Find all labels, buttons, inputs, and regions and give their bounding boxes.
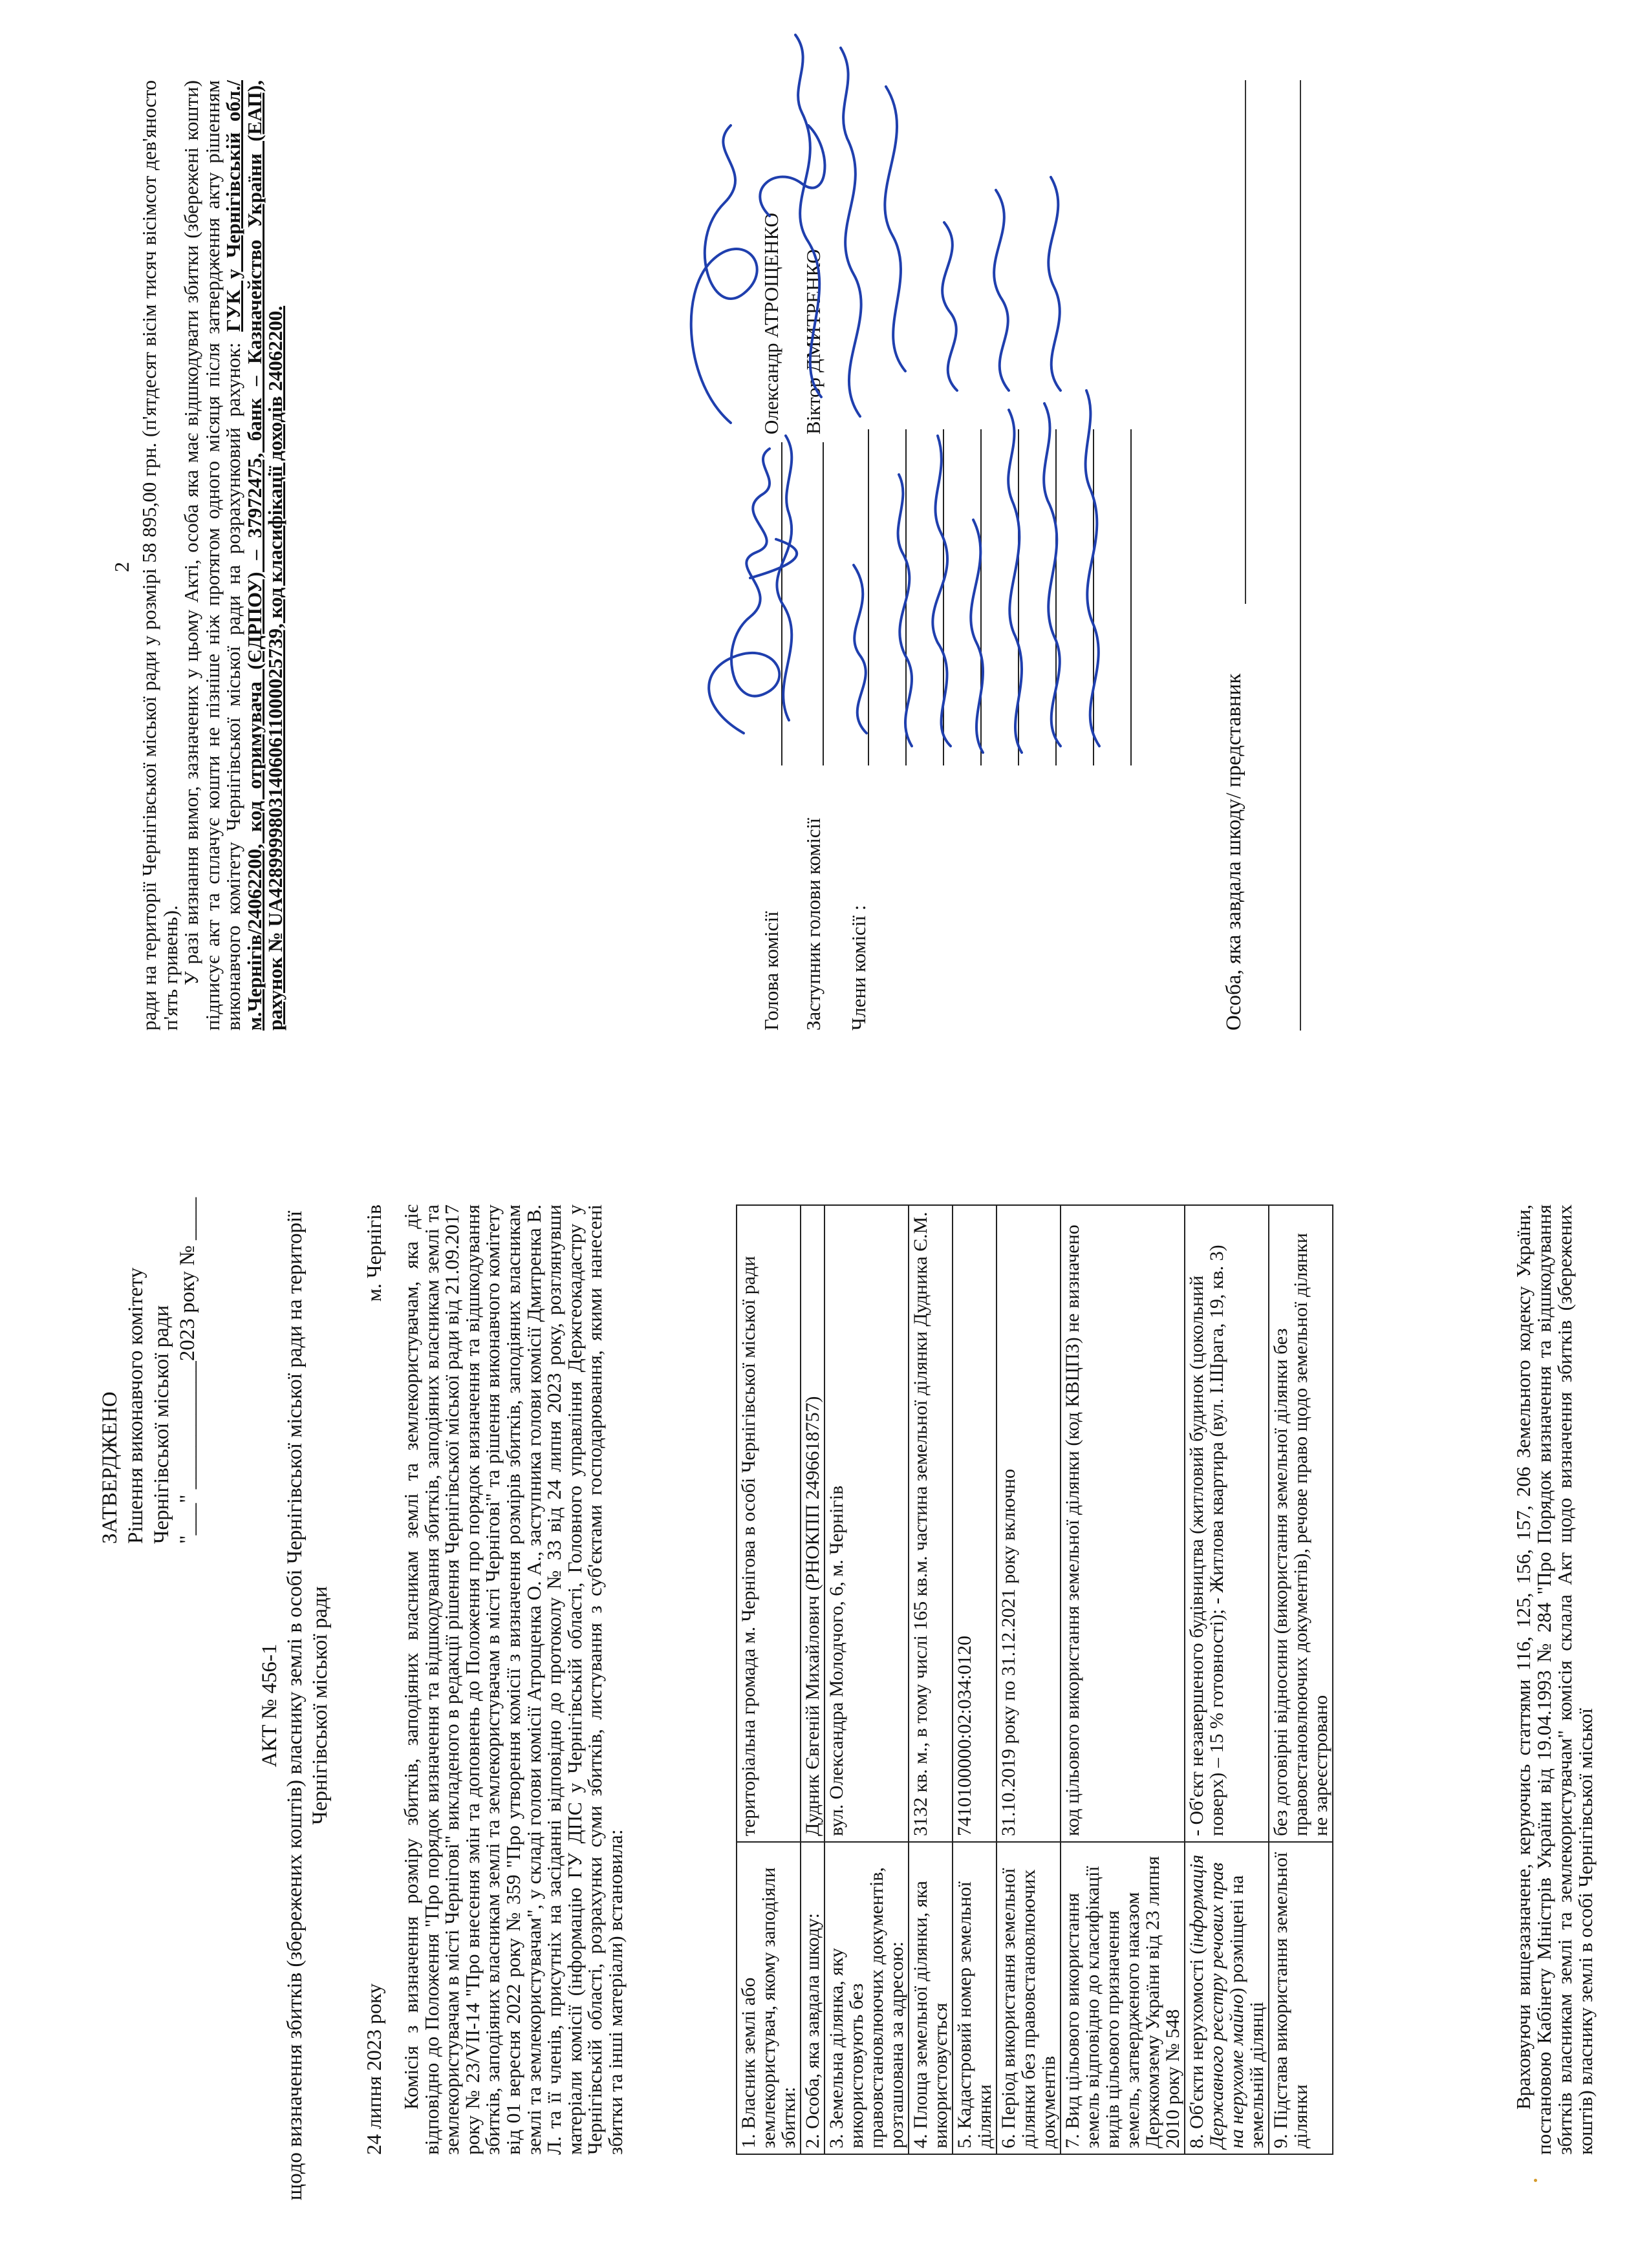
chair-label: Голова комісії <box>760 911 782 1031</box>
page-number: 2 <box>110 562 133 572</box>
table-row <box>1185 1205 1269 2154</box>
table-row <box>997 1205 1061 2154</box>
paper-speck <box>1534 2179 1537 2182</box>
amount-paragraph: ради на території Чернігівської міської ради у розмірі 58 895,00 грн. (п'ятдесят вісім тисяч вісімсот дев'яносто п'ять гривень). <box>138 80 182 1031</box>
table-cell-label: 5. Кадастровий номер земельної ділянки <box>953 1842 997 2154</box>
table-cell-label: 6. Період використання земельної ділянки без правовстановлюючих документів <box>997 1842 1061 2154</box>
deputy-label: Заступник голови комісії <box>802 818 824 1031</box>
label-part: ) розміщені на земельній ділянці <box>1226 1875 1267 2148</box>
table-cell-value: вул. Олександра Молодчого, 6, м. Чернігів <box>824 1205 909 1842</box>
table-row <box>953 1205 997 2154</box>
table-cell-value: Дудник Євгеній Михайлович (РНОКПП 2496618757) <box>801 1205 824 1842</box>
table-cell-label: 7. Вид цільового використання земель відповідно до класифікації видів цільового призначення земель, затвердженого наказом Держкомзему України від 23 липня 2010 року № 548 <box>1061 1842 1185 2154</box>
table-cell-value: 3132 кв. м., в тому числі 165 кв.м. частина земельної ділянки Дудника Є.М. <box>909 1205 953 1842</box>
table-cell-value: без договірні відносини (використання земельної ділянки без правовстановлюючих документів), речове право щодо земельної ділянки не зареєстровано <box>1269 1205 1333 1842</box>
payment-terms: У разі визнання вимог, зазначених у цьому Акті, особа яка має відшкодувати збитки (збережені кошти) підписує акт та сплачує кошти не пізніше ніж протягом одного місяця після затвердження акту рішенням виконавчого комітету Чернігівської міської ради на розрахунковий рахунок: <box>180 80 244 1031</box>
label-italic-part: інформація Державного реєстру речових прав на нерухоме майно <box>1186 1854 1247 2148</box>
table-row <box>909 1205 953 2154</box>
table-cell-label: 3. Земельна ділянка, яку використовують без правовстановлюючих документів, розташована за адресою: <box>824 1842 909 2154</box>
members-label: Члени комісії : <box>847 904 870 1031</box>
act-city: м. Чернігів <box>362 1204 385 1302</box>
table-row <box>1061 1205 1185 2154</box>
table-cell-label: 9. Підстава використання земельної ділянки <box>1269 1842 1333 2154</box>
approval-stamp <box>97 1182 200 1544</box>
chair-name: Олександр АТРОЩЕНКО <box>760 213 782 434</box>
act-final-paragraph: Враховуючи вищезазначене, керуючись статтями 116, 125, 156, 157, 206 Земельного кодексу України, постановою Кабінету Міністрів України від 19.04.1993 № 284 "Про Порядок визначення та відшкодування збитків власникам землі та землекористувачам" комісія склала Акт щодо визначення збитків (збережених коштів) власнику землі в особі Чернігівської міської <box>1512 1204 1597 2155</box>
page-one <box>0 1134 1649 2268</box>
table-row <box>801 1205 824 2154</box>
table-row <box>1269 1205 1333 2154</box>
act-heading <box>257 1201 333 2210</box>
label-part: 8. Об'єкти нерухомості ( <box>1186 1947 1207 2148</box>
table-row <box>824 1205 909 2154</box>
act-intro-paragraph: Комісія з визначення розміру збитків, заподіяних власникам землі та землекористувачам, яка діє відповідно до Положення "Про порядок визначення та відшкодування збитків, заподіяних власникам землі та землекористувачам в місті Чернігові" викладеного в редакції рішення Чернігівської міської ради від 21.09.2017 року № 23/VII-14 "Про внесення змін та доповнень до Положення про порядок визначення та відшкодування збитків, заподіяних власникам землі та землекористувачам в місті Чернігові" та рішення виконавчого комітету від 01 вересня 2022 року № 359 "Про утворення комісії з визначення розмірів збитків, заподіяних власникам землі та землекористувачам", у складі голови комісії Атрощенка О. А., заступника голови комісії Дмитренка В. Л. та її членів, присутніх на засіданні відповідно до протоколу № 33 від 24 липня 2023 року, розглянувши матеріали комісії (інформацію ГУ ДПС у Чернігівській області, Головного управління Держгеокадастру у Чернігівській області, розрахунки суми збитків, листування з суб'єктами господарювання, якими нанесені збитки та інші матеріали) встановила: <box>400 1204 627 2155</box>
approval-line-4: "___" ____________2023 року № ____ <box>176 1197 199 1544</box>
table-cell-label <box>1185 1842 1269 2154</box>
act-subtitle: щодо визначення збитків (збережених коштів) власнику землі в особі Чернігівської міської ради на території Чернігівської міської ради <box>283 1210 332 2201</box>
bank-account-details: ГУК у Чернігівській обл./м.Чернігів/24062200, код отримувача (ЄДРПОУ) – 37972475, банк – Казначейство України (ЕАП), рахунок № UA428999980314060611000025739, код класифікації доходів 24062200. <box>222 80 286 1031</box>
table-cell-label: 4. Площа земельної ділянки, яка використовується <box>909 1842 953 2154</box>
deputy-name: Віктор ДМИТРЕНКО <box>802 249 824 434</box>
act-date: 24 липня 2023 року <box>362 1983 385 2155</box>
table-cell-value: - Об'єкт незавершеного будівництва (житловий будинок (цокольний поверх) – 15 % готовності); - Житлова квартира (вул. І.Шрага, 19, кв. 3) <box>1185 1205 1269 1842</box>
table-cell-label: 1. Власник землі або землекористувач, якому заподіяли збитки: <box>737 1842 801 2154</box>
approval-line-3: Чернігівської міської ради <box>150 1305 173 1544</box>
table-cell-value: 31.10.2019 року по 31.12.2021 року включно <box>997 1205 1061 1842</box>
offender-label: Особа, яка завдала шкоду/ представник <box>1222 673 1245 1031</box>
act-title: АКТ № 456-1 <box>258 1643 281 1768</box>
land-info-table <box>736 1204 1333 2155</box>
table-row <box>737 1205 801 2154</box>
table-cell-value: код цільового використання земельної ділянки (код КВЦПЗ) не визначено <box>1061 1205 1185 1842</box>
table-cell-value: територіальна громада м. Чернігова в особі Чернігівської міської ради <box>737 1205 801 1842</box>
approval-line-1: ЗАТВЕРДЖЕНО <box>98 1391 122 1544</box>
table-cell-value: 7410100000:02:034:0120 <box>953 1205 997 1842</box>
table-cell-label: 2. Особа, яка завдала шкоду: <box>801 1842 824 2154</box>
act-dateline <box>362 1204 386 2155</box>
approval-line-2: Рішення виконавчого комітету <box>124 1267 147 1544</box>
